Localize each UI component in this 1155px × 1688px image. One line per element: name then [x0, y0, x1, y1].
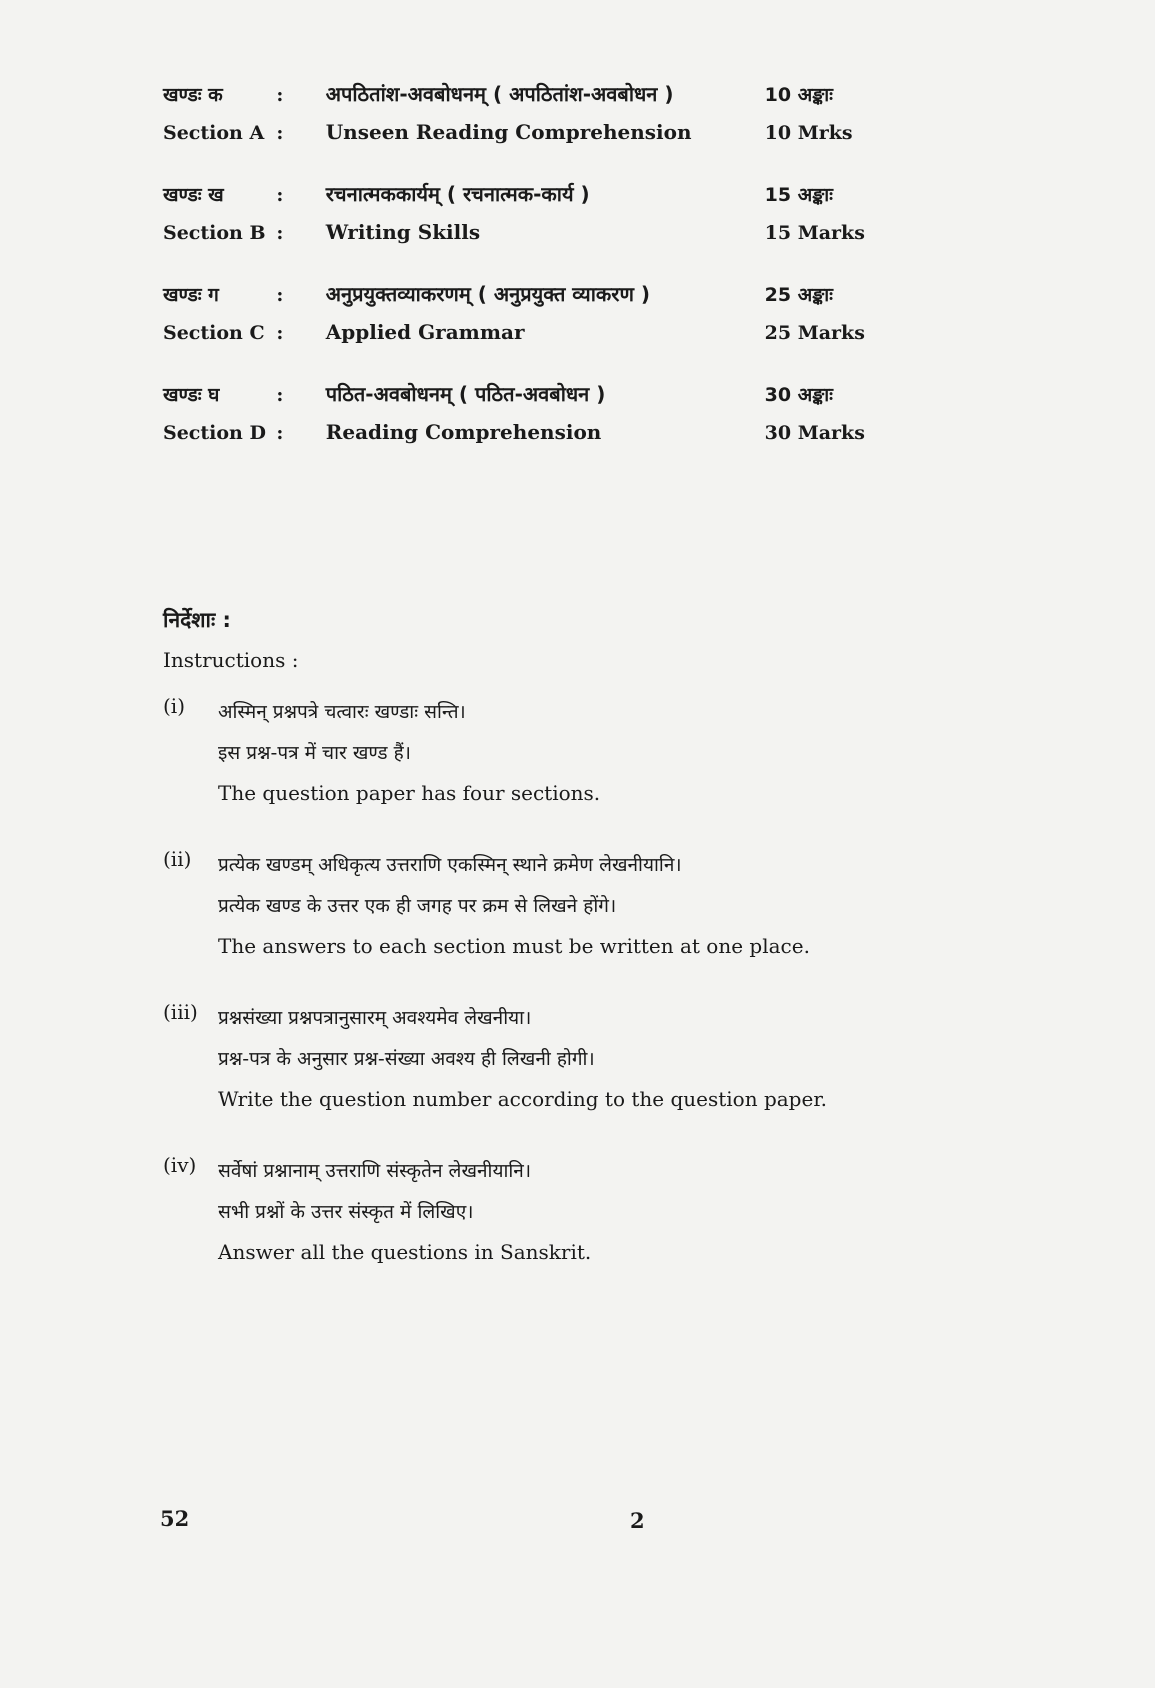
instruction-item — [163, 690, 963, 813]
page-number: 2 — [630, 1508, 645, 1533]
instruction-lines — [218, 843, 963, 966]
section-title-hi: अनुप्रयुक्तव्याकरणम् ( अनुप्रयुक्त व्याकरण ) — [325, 282, 651, 306]
section-a — [163, 80, 883, 160]
section-marks-en: 15 Marks — [764, 222, 865, 244]
section-b — [163, 180, 883, 260]
instruction-hindi: सभी प्रश्नों के उत्तर संस्कृत में लिखिए। — [218, 1200, 474, 1223]
section-label-en: Section A — [163, 122, 265, 144]
instruction-lines — [218, 690, 963, 813]
section-row-english — [163, 220, 883, 260]
instruction-english: Write the question number according to the question paper. — [218, 1086, 828, 1111]
section-row-hindi — [163, 380, 883, 420]
instruction-sanskrit: सर्वेषां प्रश्नानाम् उत्तराणि संस्कृतेन लेखनीयानि। — [218, 1159, 532, 1182]
section-title-hi: रचनात्मककार्यम् ( रचनात्मक-कार्य ) — [325, 182, 590, 206]
section-title-hi: अपठितांश-अवबोधनम् ( अपठितांश-अवबोधन ) — [325, 82, 674, 106]
instruction-sanskrit: अस्मिन् प्रश्नपत्रे चत्वारः खण्डाः सन्ति। — [218, 700, 466, 723]
section-marks-hi: 10 अङ्काः — [764, 84, 833, 106]
colon: : — [276, 422, 284, 444]
instruction-item — [163, 996, 963, 1119]
instruction-sanskrit: प्रत्येक खण्डम् अधिकृत्य उत्तराणि एकस्मिन् स्थाने क्रमेण लेखनीयानि। — [218, 853, 682, 876]
section-marks-hi: 25 अङ्काः — [764, 284, 833, 306]
instruction-number: (iii) — [163, 1000, 198, 1024]
instruction-hindi: प्रश्न-पत्र के अनुसार प्रश्न-संख्या अवश्य ही लिखनी होगी। — [218, 1047, 595, 1070]
instructions-list — [163, 690, 963, 1302]
instruction-item — [163, 843, 963, 966]
colon: : — [276, 222, 284, 244]
section-row-english — [163, 420, 883, 460]
colon: : — [276, 284, 284, 306]
section-title-en: Reading Comprehension — [325, 420, 602, 444]
colon: : — [276, 184, 284, 206]
section-title-en: Unseen Reading Comprehension — [325, 120, 692, 144]
section-label-hi: खण्डः क — [163, 84, 223, 106]
instruction-number: (i) — [163, 694, 186, 718]
section-label-hi: खण्डः ग — [163, 284, 219, 306]
instruction-hindi: प्रत्येक खण्ड के उत्तर एक ही जगह पर क्रम से लिखने होंगे। — [218, 894, 617, 917]
colon: : — [276, 384, 284, 406]
instructions-heading-hi: निर्देशाः : — [163, 608, 231, 632]
instruction-lines — [218, 1149, 963, 1272]
section-marks-en: 10 Mrks — [764, 122, 853, 144]
section-marks-hi: 15 अङ्काः — [764, 184, 833, 206]
section-row-english — [163, 320, 883, 360]
section-c — [163, 280, 883, 360]
section-label-en: Section C — [163, 322, 265, 344]
section-row-hindi — [163, 280, 883, 320]
section-marks-en: 30 Marks — [764, 422, 865, 444]
section-title-en: Applied Grammar — [325, 320, 525, 344]
instruction-number: (ii) — [163, 847, 192, 871]
section-marks-en: 25 Marks — [764, 322, 865, 344]
colon: : — [276, 322, 284, 344]
instruction-number: (iv) — [163, 1153, 197, 1177]
instruction-hindi: इस प्रश्न-पत्र में चार खण्ड हैं। — [218, 741, 411, 764]
instructions-heading-en: Instructions : — [163, 648, 299, 672]
colon: : — [276, 84, 284, 106]
instruction-english: The question paper has four sections. — [218, 780, 601, 805]
instruction-english: The answers to each section must be written at one place. — [218, 933, 810, 958]
section-row-hindi — [163, 80, 883, 120]
section-marks-table — [163, 80, 883, 480]
instruction-english: Answer all the questions in Sanskrit. — [218, 1239, 592, 1264]
instruction-lines — [218, 996, 963, 1119]
section-title-en: Writing Skills — [325, 220, 481, 244]
paper-code: 52 — [160, 1506, 190, 1531]
section-marks-hi: 30 अङ्काः — [764, 384, 833, 406]
section-row-english — [163, 120, 883, 160]
section-label-en: Section B — [163, 222, 266, 244]
section-label-hi: खण्डः ख — [163, 184, 224, 206]
section-label-hi: खण्डः घ — [163, 384, 220, 406]
instruction-sanskrit: प्रश्नसंख्या प्रश्नपत्रानुसारम् अवश्यमेव लेखनीया। — [218, 1006, 532, 1029]
colon: : — [276, 122, 284, 144]
section-row-hindi — [163, 180, 883, 220]
section-title-hi: पठित-अवबोधनम् ( पठित-अवबोधन ) — [325, 382, 606, 406]
section-d — [163, 380, 883, 460]
instruction-item — [163, 1149, 963, 1272]
section-label-en: Section D — [163, 422, 266, 444]
